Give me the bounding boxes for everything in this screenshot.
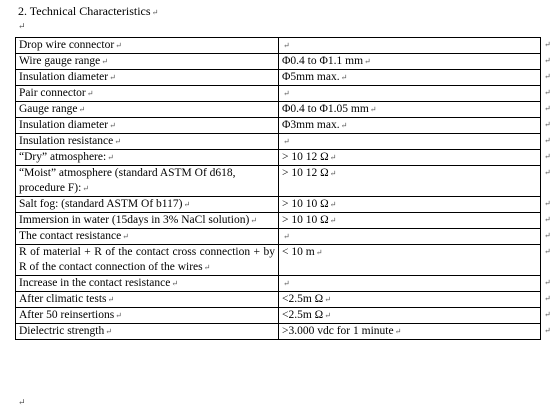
row-end-mark-icon: ↵ [544,151,551,161]
cell-mark-icon: ↵ [340,73,348,82]
cell-mark-icon: ↵ [283,232,290,241]
row-end-mark-icon: ↵ [544,135,551,145]
row-label: Wire gauge range↵ [16,54,279,70]
cell-mark-icon: ↵ [329,153,337,162]
row-label: Increase in the contact resistance↵ [16,276,279,292]
row-label: “Dry” atmosphere:↵ [16,150,279,166]
row-label: After 50 reinsertions↵ [16,308,279,324]
row-end-mark-icon: ↵ [544,277,551,287]
table-row [16,197,541,213]
row-label: “Moist” atmosphere (standard ASTM Of d618, procedure F):↵ [16,166,279,197]
row-label: Insulation resistance↵ [16,134,279,150]
row-value: > 10 10 Ω↵ [279,197,541,213]
row-label: After climatic tests↵ [16,292,279,308]
table-row [16,134,541,150]
cell-mark-icon: ↵ [82,184,89,193]
row-end-mark-icon: ↵ [544,71,551,81]
row-value: >3.000 vdc for 1 minute↵ [279,324,541,340]
row-end-mark-icon: ↵ [544,87,551,97]
row-value [279,276,541,292]
row-end-mark-icon: ↵ [544,246,551,256]
table-row [16,213,541,229]
row-value: > 10 12 Ω↵ [279,150,541,166]
cell-mark-icon: ↵ [101,57,108,66]
paragraph-mark-icon: ↵ [151,8,159,17]
table-row [16,229,541,245]
table-row [16,38,541,54]
cell-mark-icon: ↵ [115,41,122,50]
cell-mark-icon: ↵ [369,105,377,114]
row-label: Salt fog: (standard ASTM Of b117)↵ [16,197,279,213]
row-value: <2.5m Ω↵ [279,292,541,308]
row-label: Insulation diameter↵ [16,70,279,86]
row-end-mark-icon: ↵ [544,198,551,208]
cell-mark-icon: ↵ [109,73,116,82]
cell-mark-icon: ↵ [250,216,257,225]
row-end-mark-icon: ↵ [544,214,551,224]
row-value: > 10 10 Ω↵ [279,213,541,229]
paragraph-mark-icon: ↵ [18,397,26,407]
row-value: Φ5mm max.↵ [279,70,541,86]
cell-mark-icon: ↵ [340,121,348,130]
cell-mark-icon: ↵ [329,216,337,225]
table-row [16,276,541,292]
cell-mark-icon: ↵ [394,327,402,336]
cell-mark-icon: ↵ [122,232,129,241]
table-row [16,102,541,118]
table-row [16,292,541,308]
cell-mark-icon: ↵ [283,279,290,288]
table-row [16,324,541,340]
table-row [16,54,541,70]
table-row [16,86,541,102]
row-end-mark-icon: ↵ [544,325,551,335]
cell-mark-icon: ↵ [364,57,371,66]
cell-mark-icon: ↵ [78,105,86,114]
row-value: Φ3mm max.↵ [279,118,541,134]
section-title: 2. Technical Characteristics↵ [18,4,159,18]
row-end-mark-icon: ↵ [544,119,551,129]
table-row [16,166,541,197]
row-end-mark-icon: ↵ [544,167,551,177]
row-label: Pair connector↵ [16,86,279,102]
row-end-mark-icon: ↵ [544,309,551,319]
cell-mark-icon: ↵ [324,295,331,304]
table-row [16,245,541,276]
cell-mark-icon: ↵ [171,279,179,288]
row-value: < 10 m↵ [279,245,541,276]
cell-mark-icon: ↵ [283,137,290,146]
row-value: <2.5m Ω↵ [279,308,541,324]
cell-mark-icon: ↵ [329,169,337,178]
cell-mark-icon: ↵ [107,153,114,162]
cell-mark-icon: ↵ [203,263,211,272]
row-value [279,229,541,245]
row-value [279,38,541,54]
row-value: Φ0.4 to Φ1.1 mm↵ [279,54,541,70]
row-value: > 10 12 Ω↵ [279,166,541,197]
table-row [16,150,541,166]
cell-mark-icon: ↵ [105,327,112,336]
cell-mark-icon: ↵ [283,89,290,98]
cell-mark-icon: ↵ [283,41,290,50]
cell-mark-icon: ↵ [86,89,94,98]
row-end-mark-icon: ↵ [544,39,551,49]
row-label: Insulation diameter↵ [16,118,279,134]
technical-characteristics-table [15,37,541,340]
row-end-mark-icon: ↵ [544,55,551,65]
row-label: Dielectric strength↵ [16,324,279,340]
row-label: R of material + R of the contact cross connection + by R of the contact connection of the wires↵ [16,245,279,276]
cell-mark-icon: ↵ [107,295,115,304]
cell-mark-icon: ↵ [183,200,191,209]
row-end-mark-icon: ↵ [544,103,551,113]
cell-mark-icon: ↵ [329,200,337,209]
table-row [16,118,541,134]
cell-mark-icon: ↵ [324,311,331,320]
table-row [16,308,541,324]
cell-mark-icon: ↵ [114,137,121,146]
table-row [16,70,541,86]
row-value [279,134,541,150]
row-label: The contact resistance↵ [16,229,279,245]
row-end-mark-icon: ↵ [544,230,551,240]
paragraph-mark-icon: ↵ [18,21,26,31]
row-label: Drop wire connector↵ [16,38,279,54]
row-end-mark-icon: ↵ [544,293,551,303]
row-value [279,86,541,102]
row-value: Φ0.4 to Φ1.05 mm↵ [279,102,541,118]
cell-mark-icon: ↵ [315,248,323,257]
row-label: Immersion in water (15days in 3% NaCl solution)↵ [16,213,279,229]
row-label: Gauge range↵ [16,102,279,118]
cell-mark-icon: ↵ [115,311,122,320]
cell-mark-icon: ↵ [109,121,116,130]
